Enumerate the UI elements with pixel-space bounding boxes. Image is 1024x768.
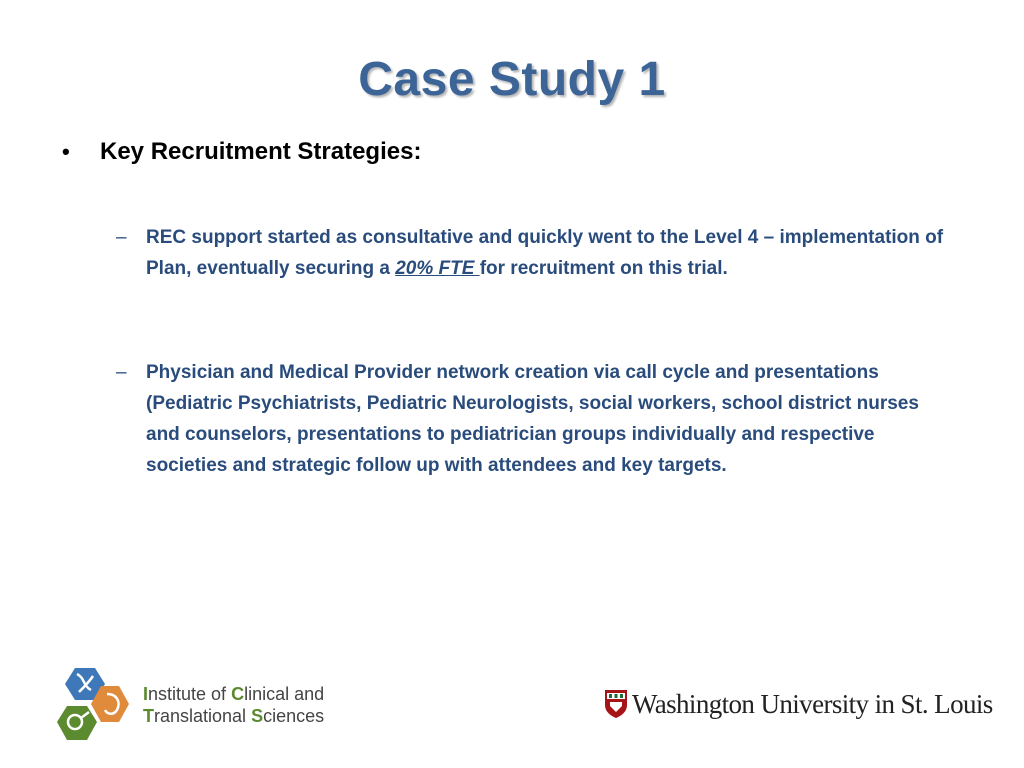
sub-bullet-text xyxy=(146,222,946,284)
sub-bullet-text: Physician and Medical Provider network creation via call cycle and presentations (Pediatric Psychiatrists, Pediatric Neurologists, social workers, school district nurses and counselors, presentations to pediatrician groups individually and respective societies and strategic follow up with attendees and key targets. xyxy=(146,362,919,476)
sub-bullet-rec-support xyxy=(116,222,946,284)
sub-bullet-marker: – xyxy=(116,362,127,383)
key-strategies-label: Key Recruitment Strategies: xyxy=(100,138,422,165)
bullet-marker: • xyxy=(62,139,70,164)
slide-title: Case Study 1 xyxy=(358,53,666,106)
sub-bullet-text-start: REC support started as consultative and quickly went to the Level 4 – implementation of Plan, eventually securing a xyxy=(146,227,944,279)
key-strategies-bullet xyxy=(62,138,962,166)
icts-logo xyxy=(55,664,355,746)
washu-name: Washington University in St. Louis xyxy=(632,689,993,719)
sub-bullet-network-creation xyxy=(116,357,946,481)
washu-logo xyxy=(604,686,993,726)
fte-emphasis: 20% FTE xyxy=(395,258,480,279)
washu-shield-icon xyxy=(604,689,628,719)
icts-name xyxy=(143,683,324,727)
sub-bullet-marker: – xyxy=(116,227,127,248)
icts-line-2: Translational Sciences xyxy=(143,706,325,726)
icts-hexagon-icon xyxy=(55,664,137,746)
sub-bullet-text-end: for recruitment on this trial. xyxy=(479,258,728,279)
icts-line-1: Institute of Clinical and xyxy=(143,684,325,704)
